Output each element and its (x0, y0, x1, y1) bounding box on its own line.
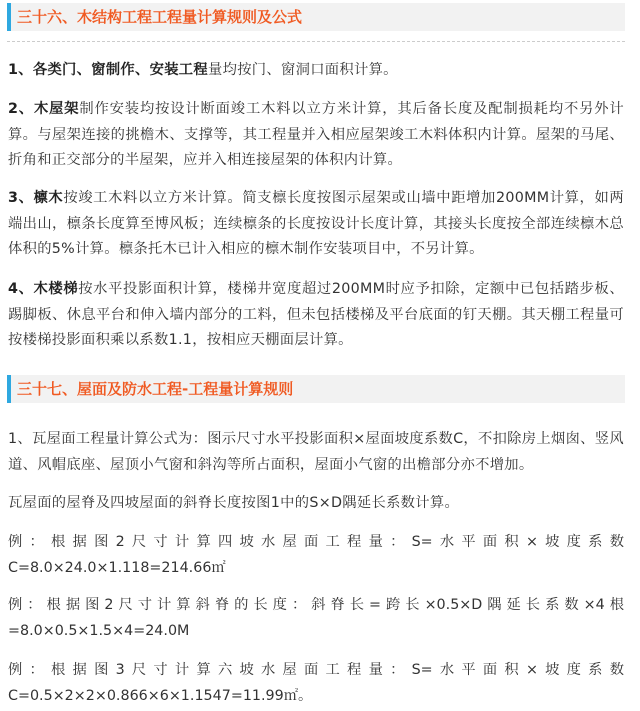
example-result: C=0.5×2×2×0.866×6×1.1547=11.99㎡。 (8, 687, 313, 704)
example-line: 例：根据图2尺寸计算斜脊的长度：斜脊长=跨长×0.5×D隅延长系数×4根 (8, 597, 624, 613)
example-hip-ridge-length (8, 593, 624, 644)
paragraph-wooden-stairs (8, 277, 624, 354)
section-36-heading: 三十六、木结构工程工程量计算规则及公式 (7, 3, 625, 31)
paragraph-lead: 2、木屋架 (8, 101, 80, 117)
paragraph-text: 按水平投影面积计算，楼梯井宽度超过200MM时应予扣除，定额中已包括踏步板、踢脚板、休息平台和伸入墙内部分的工料，但未包括楼梯及平台底面的钉天棚。其天棚工程量可按楼梯投影面积乘以系数1.1，按相应天棚面层计算。 (8, 281, 624, 348)
paragraph-roof-truss (8, 97, 624, 174)
example-line: 例：根据图3尺寸计算六坡水屋面工程量：S=水平面积×坡度系数 (8, 662, 624, 678)
paragraph-lead: 1、各类门、窗制作、安装工程 (8, 62, 209, 78)
example-result: C=8.0×24.0×1.118=214.66㎡ (8, 559, 226, 576)
paragraph-text: 量均按门、窗洞口面积计算。 (208, 62, 398, 78)
example-four-slope-roof (8, 530, 624, 581)
example-six-slope-roof (8, 658, 624, 709)
paragraph-lead: 3、檩木 (8, 190, 64, 206)
example-result: =8.0×0.5×1.5×4=24.0M (8, 622, 190, 639)
paragraph-text: 制作安装均按设计断面竣工木料以立方米计算，其后备长度及配制损耗均不另外计算。与屋架连接的挑檐木、支撑等，其工程量并入相应屋架竣工木料体积内计算。屋架的马尾、折角和正交部分的半屋架，应并入相连接屋架的体积内计算。 (8, 101, 624, 168)
paragraph-ridge-length: 瓦屋面的屋脊及四坡屋面的斜脊长度按图1中的S×D隅延长系数计算。 (8, 495, 460, 511)
paragraph-doors-windows (8, 58, 624, 84)
paragraph-tile-roof-formula: 1、瓦屋面工程量计算公式为：图示尺寸水平投影面积×屋面坡度系数C，不扣除房上烟囱、竖风道、风帽底座、屋顶小气窗和斜沟等所占面积，屋面小气窗的出檐部分亦不增加。 (8, 431, 624, 473)
example-line: 例：根据图2尺寸计算四坡水屋面工程量：S=水平面积×坡度系数 (8, 534, 624, 550)
paragraph-lead: 4、木楼梯 (8, 281, 79, 297)
paragraph-text: 按竣工木料以立方米计算。简支檩长度按图示屋架或山墙中距增加200MM计算，如两端出山，檩条长度算至博风板；连续檩条的长度按设计长度计算，其接头长度按全部连续檩木总体积的5%计算。檩条托木已计入相应的檩木制作安装项目中，不另计算。 (8, 190, 624, 257)
section-divider (7, 41, 625, 42)
section-37-heading: 三十七、屋面及防水工程-工程量计算规则 (7, 375, 625, 403)
paragraph-purlin (8, 186, 624, 263)
